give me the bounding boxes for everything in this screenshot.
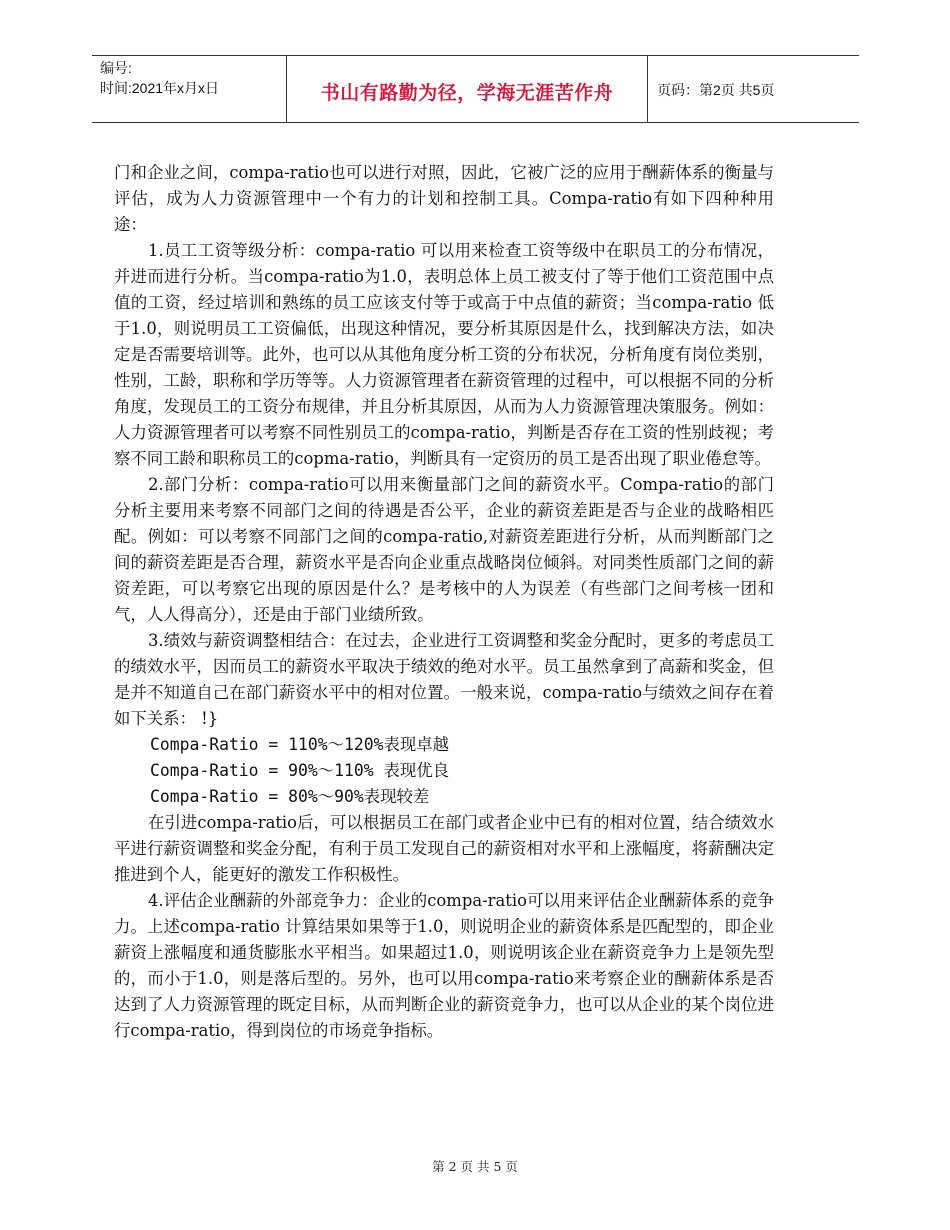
body-paragraph: 在引进compa-ratio后，可以根据员工在部门或者企业中已有的相对位置，结合绩效水平进行薪资调整和奖金分配，有利于员工发现自己的薪资相对水平和上涨幅度，将薪酬决定推进到个人，能更好的激发工作积极性。 xyxy=(114,813,774,884)
header-left-cell xyxy=(92,56,286,122)
page-number-info: 页码：第2页 共5页 xyxy=(657,82,775,98)
document-time-label: 时间:2021年x月x日 xyxy=(100,80,220,96)
body-paragraph: 门和企业之间，compa-ratio也可以进行对照，因此，它被广泛的应用于酬薪体系的衡量与评估，成为人力资源管理中一个有力的计划和控制工具。Compa-ratio有如下四种种用途： xyxy=(114,163,774,234)
document-body xyxy=(114,160,774,1044)
body-paragraph: 2.部门分析：compa-ratio可以用来衡量部门之间的薪资水平。Compa-ratio的部门分析主要用来考察不同部门之间的待遇是否公平，企业的薪资差距是否与企业的战略相匹配。例如：可以考察不同部门之间的compa-ratio,对薪资差距进行分析，从而判断部门之间的薪资差距是否合理，薪资水平是否向企业重点战略岗位倾斜。对同类性质部门之间的薪资差距，可以考察它出现的原因是什么？是考核中的人为误差（有些部门之间考核一团和气，人人得高分），还是由于部门业绩所致。 xyxy=(114,475,774,624)
body-paragraph: 3.绩效与薪资调整相结合：在过去，企业进行工资调整和奖金分配时，更多的考虑员工的绩效水平，因而员工的薪资水平取决于绩效的绝对水平。员工虽然拿到了高薪和奖金，但是并不知道自己在部门薪资水平中的相对位置。一般来说，compa-ratio与绩效之间存在着如下关系： !} xyxy=(114,631,774,728)
formula-line: Compa-Ratio = 80%～90%表现较差 xyxy=(150,787,430,806)
document-number-label: 编号: xyxy=(100,60,132,76)
header-right-cell xyxy=(647,56,859,122)
formula-line: Compa-Ratio = 90%～110% 表现优良 xyxy=(150,761,450,780)
body-paragraph: 1.员工工资等级分析：compa-ratio 可以用来检查工资等级中在职员工的分布情况，并进而进行分析。当compa-ratio为1.0，表明总体上员工被支付了等于他们工资范围中点值的工资，经过培训和熟练的员工应该支付等于或高于中点值的薪资；当compa-ratio 低于1.0，则说明员工工资偏低，出现这种情况，要分析其原因是什么，找到解决方法，如决定是否需要培训等。此外，也可以从其他角度分析工资的分布状况，分析角度有岗位类别，性别，工龄，职称和学历等等。人力资源管理者在薪资管理的过程中，可以根据不同的分析角度，发现员工的工资分布规律，并且分析其原因，从而为人力资源管理决策服务。例如：人力资源管理者可以考察不同性别员工的compa-ratio，判断是否存在工资的性别歧视；考察不同工龄和职称员工的copma-ratio，判断具有一定资历的员工是否出现了职业倦怠等。 xyxy=(114,241,774,468)
formula-line: Compa-Ratio = 110%～120%表现卓越 xyxy=(150,735,450,754)
page-header xyxy=(92,55,859,123)
body-paragraph: 4.评估企业酬薪的外部竞争力：企业的compa-ratio可以用来评估企业酬薪体系的竞争力。上述compa-ratio 计算结果如果等于1.0，则说明企业的薪资体系是匹配型的，即企业薪资上涨幅度和通货膨胀水平相当。如果超过1.0，则说明该企业在薪资竞争力上是领先型的，而小于1.0，则是落后型的。另外，也可以用compa-ratio来考察企业的酬薪体系是否达到了人力资源管理的既定目标，从而判断企业的薪资竞争力，也可以从企业的某个岗位进行compa-ratio，得到岗位的市场竞争指标。 xyxy=(114,891,774,1040)
page-footer: 第 2 页 共 5 页 xyxy=(432,1159,518,1174)
header-motto: 书山有路勤为径，学海无涯苦作舟 xyxy=(320,82,614,104)
header-motto-cell xyxy=(286,56,648,122)
